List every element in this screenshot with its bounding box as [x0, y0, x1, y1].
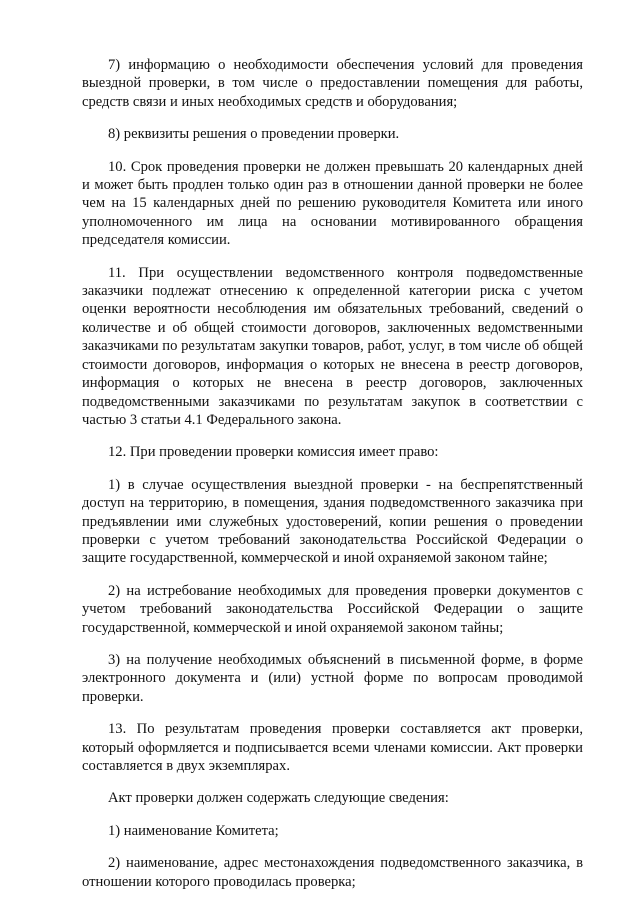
paragraph-act-item-1: 1) наименование Комитета; — [108, 822, 279, 839]
paragraph-right-1-access: 1) в случае осуществления выездной проверки - на беспрепятственный доступ на территорию, в помещения, здания подведомственного заказчика при предъявлении ими служебных удостоверений, копии решения о проведении проверки с учетом требований законодательства Российской Федерации о защите государственной, коммерческой и иной охраняемой законом тайне; — [82, 476, 583, 567]
paragraph-right-3-explanations: 3) на получение необходимых объяснений в письменной форме, в форме электронного документа и (или) устной форме по вопросам проводимой проверки. — [82, 651, 583, 705]
paragraph-item-7-requirements: 7) информацию о необходимости обеспечения условий для проведения выездной проверки, в том числе о предоставлении помещения для работы, средств связи и иных необходимых средств и оборудования; — [82, 57, 583, 110]
paragraph-13-inspection-act: 13. По результатам проведения проверки составляется акт проверки, который оформляется и подписывается всеми членами комиссии. Акт проверки составляется в двух экземплярах. — [82, 721, 583, 774]
paragraph-act-item-2: 2) наименование, адрес местонахождения подведомственного заказчика, в отношении которого проводилась проверка; — [82, 855, 583, 890]
paragraph-right-2-documents: 2) на истребование необходимых для проведения проверки документов с учетом требований законодательства Российской Федерации о защите государственной, коммерческой и иной охраняемой законом тайны; — [82, 582, 583, 636]
paragraph-11-risk-category: 11. При осуществлении ведомственного контроля подведомственные заказчики подлежат отнесению к определенной категории риска с учетом оценки вероятности несоблюдения им обязательных требований, сведений о количестве и об общей стоимости договоров, заключенных ведомственными заказчиками по результатам закупки товаров, работ, услуг, в том числе об общей стоимости договоров, информация о которых не внесена в реестр договоров, информация о которых не внесена в реестр договоров, заключенных подведомственными заказчиками по результатам закупок в соответствии с частью 3 статьи 4.1 Федерального закона. — [82, 264, 583, 428]
paragraph-item-8-decision-details: 8) реквизиты решения о проведении проверки. — [108, 126, 400, 143]
document-page — [82, 56, 583, 905]
paragraph-act-contents: Акт проверки должен содержать следующие сведения: — [108, 790, 449, 807]
paragraph-12-commission-rights: 12. При проведении проверки комиссия имеет право: — [108, 444, 439, 461]
paragraph-10-inspection-term: 10. Срок проведения проверки не должен превышать 20 календарных дней и может быть продлен только один раз в отношении данной проверки не более чем на 15 календарных дней по решению руководителя Комитета или иного уполномоченного им лица на основании мотивированного обращения председателя комиссии. — [82, 158, 583, 249]
